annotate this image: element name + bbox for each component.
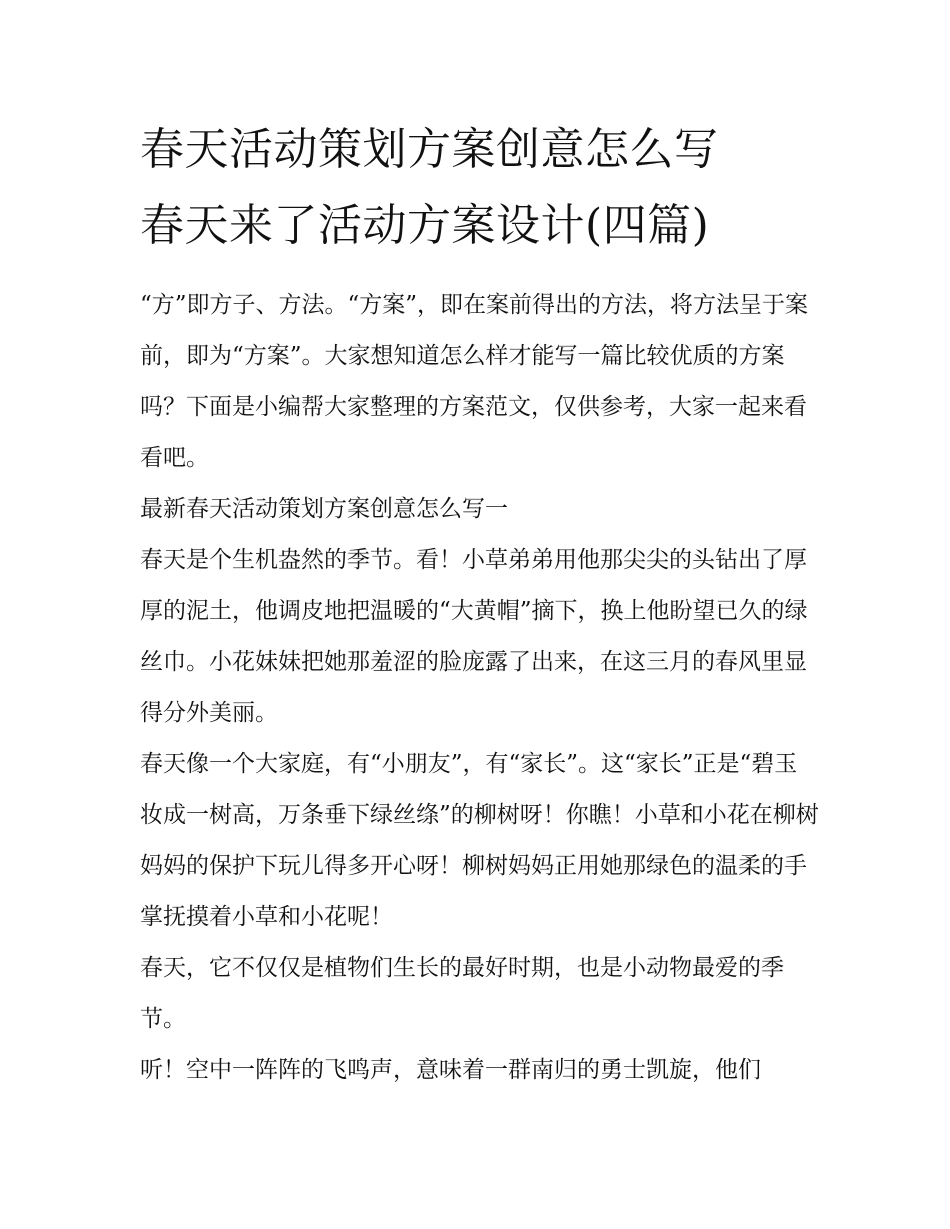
title-line-2: 春天来了活动方案设计(四篇) bbox=[140, 200, 710, 251]
title-line-1: 春天活动策划方案创意怎么写 bbox=[140, 124, 719, 175]
body-paragraph: 春天像一个大家庭，有“小朋友”，有“家长”。这“家长”正是“碧玉妆成一树高，万条垂下绿丝绦”的柳树呀！你瞧！小草和小花在柳树妈妈的保护下玩儿得多开心呀！柳树妈妈正用她那绿色的温柔的手掌抚摸着小草和小花呢！ bbox=[140, 751, 819, 930]
document-body bbox=[140, 280, 820, 1096]
document-title bbox=[140, 112, 820, 264]
body-paragraph: 听！空中一阵阵的飞鸣声，意味着一群南归的勇士凯旋，他们 bbox=[140, 1057, 761, 1083]
document-content bbox=[140, 112, 820, 1096]
body-paragraph: 春天，它不仅仅是植物们生长的最好时期，也是小动物最爱的季节。 bbox=[140, 955, 784, 1032]
body-paragraph: 春天是个生机盎然的季节。看！小草弟弟用他那尖尖的头钻出了厚厚的泥土，他调皮地把温暖的“大黄帽”摘下，换上他盼望已久的绿丝巾。小花妹妹把她那羞涩的脸庞露了出来，在这三月的春风里显得分外美丽。 bbox=[140, 547, 808, 726]
section-heading: 最新春天活动策划方案创意怎么写一 bbox=[140, 496, 508, 522]
intro-paragraph: “方”即方子、方法。“方案”，即在案前得出的方法，将方法呈于案前，即为“方案”。大家想知道怎么样才能写一篇比较优质的方案吗？下面是小编帮大家整理的方案范文，仅供参考，大家一起来看看吧。 bbox=[140, 292, 809, 471]
